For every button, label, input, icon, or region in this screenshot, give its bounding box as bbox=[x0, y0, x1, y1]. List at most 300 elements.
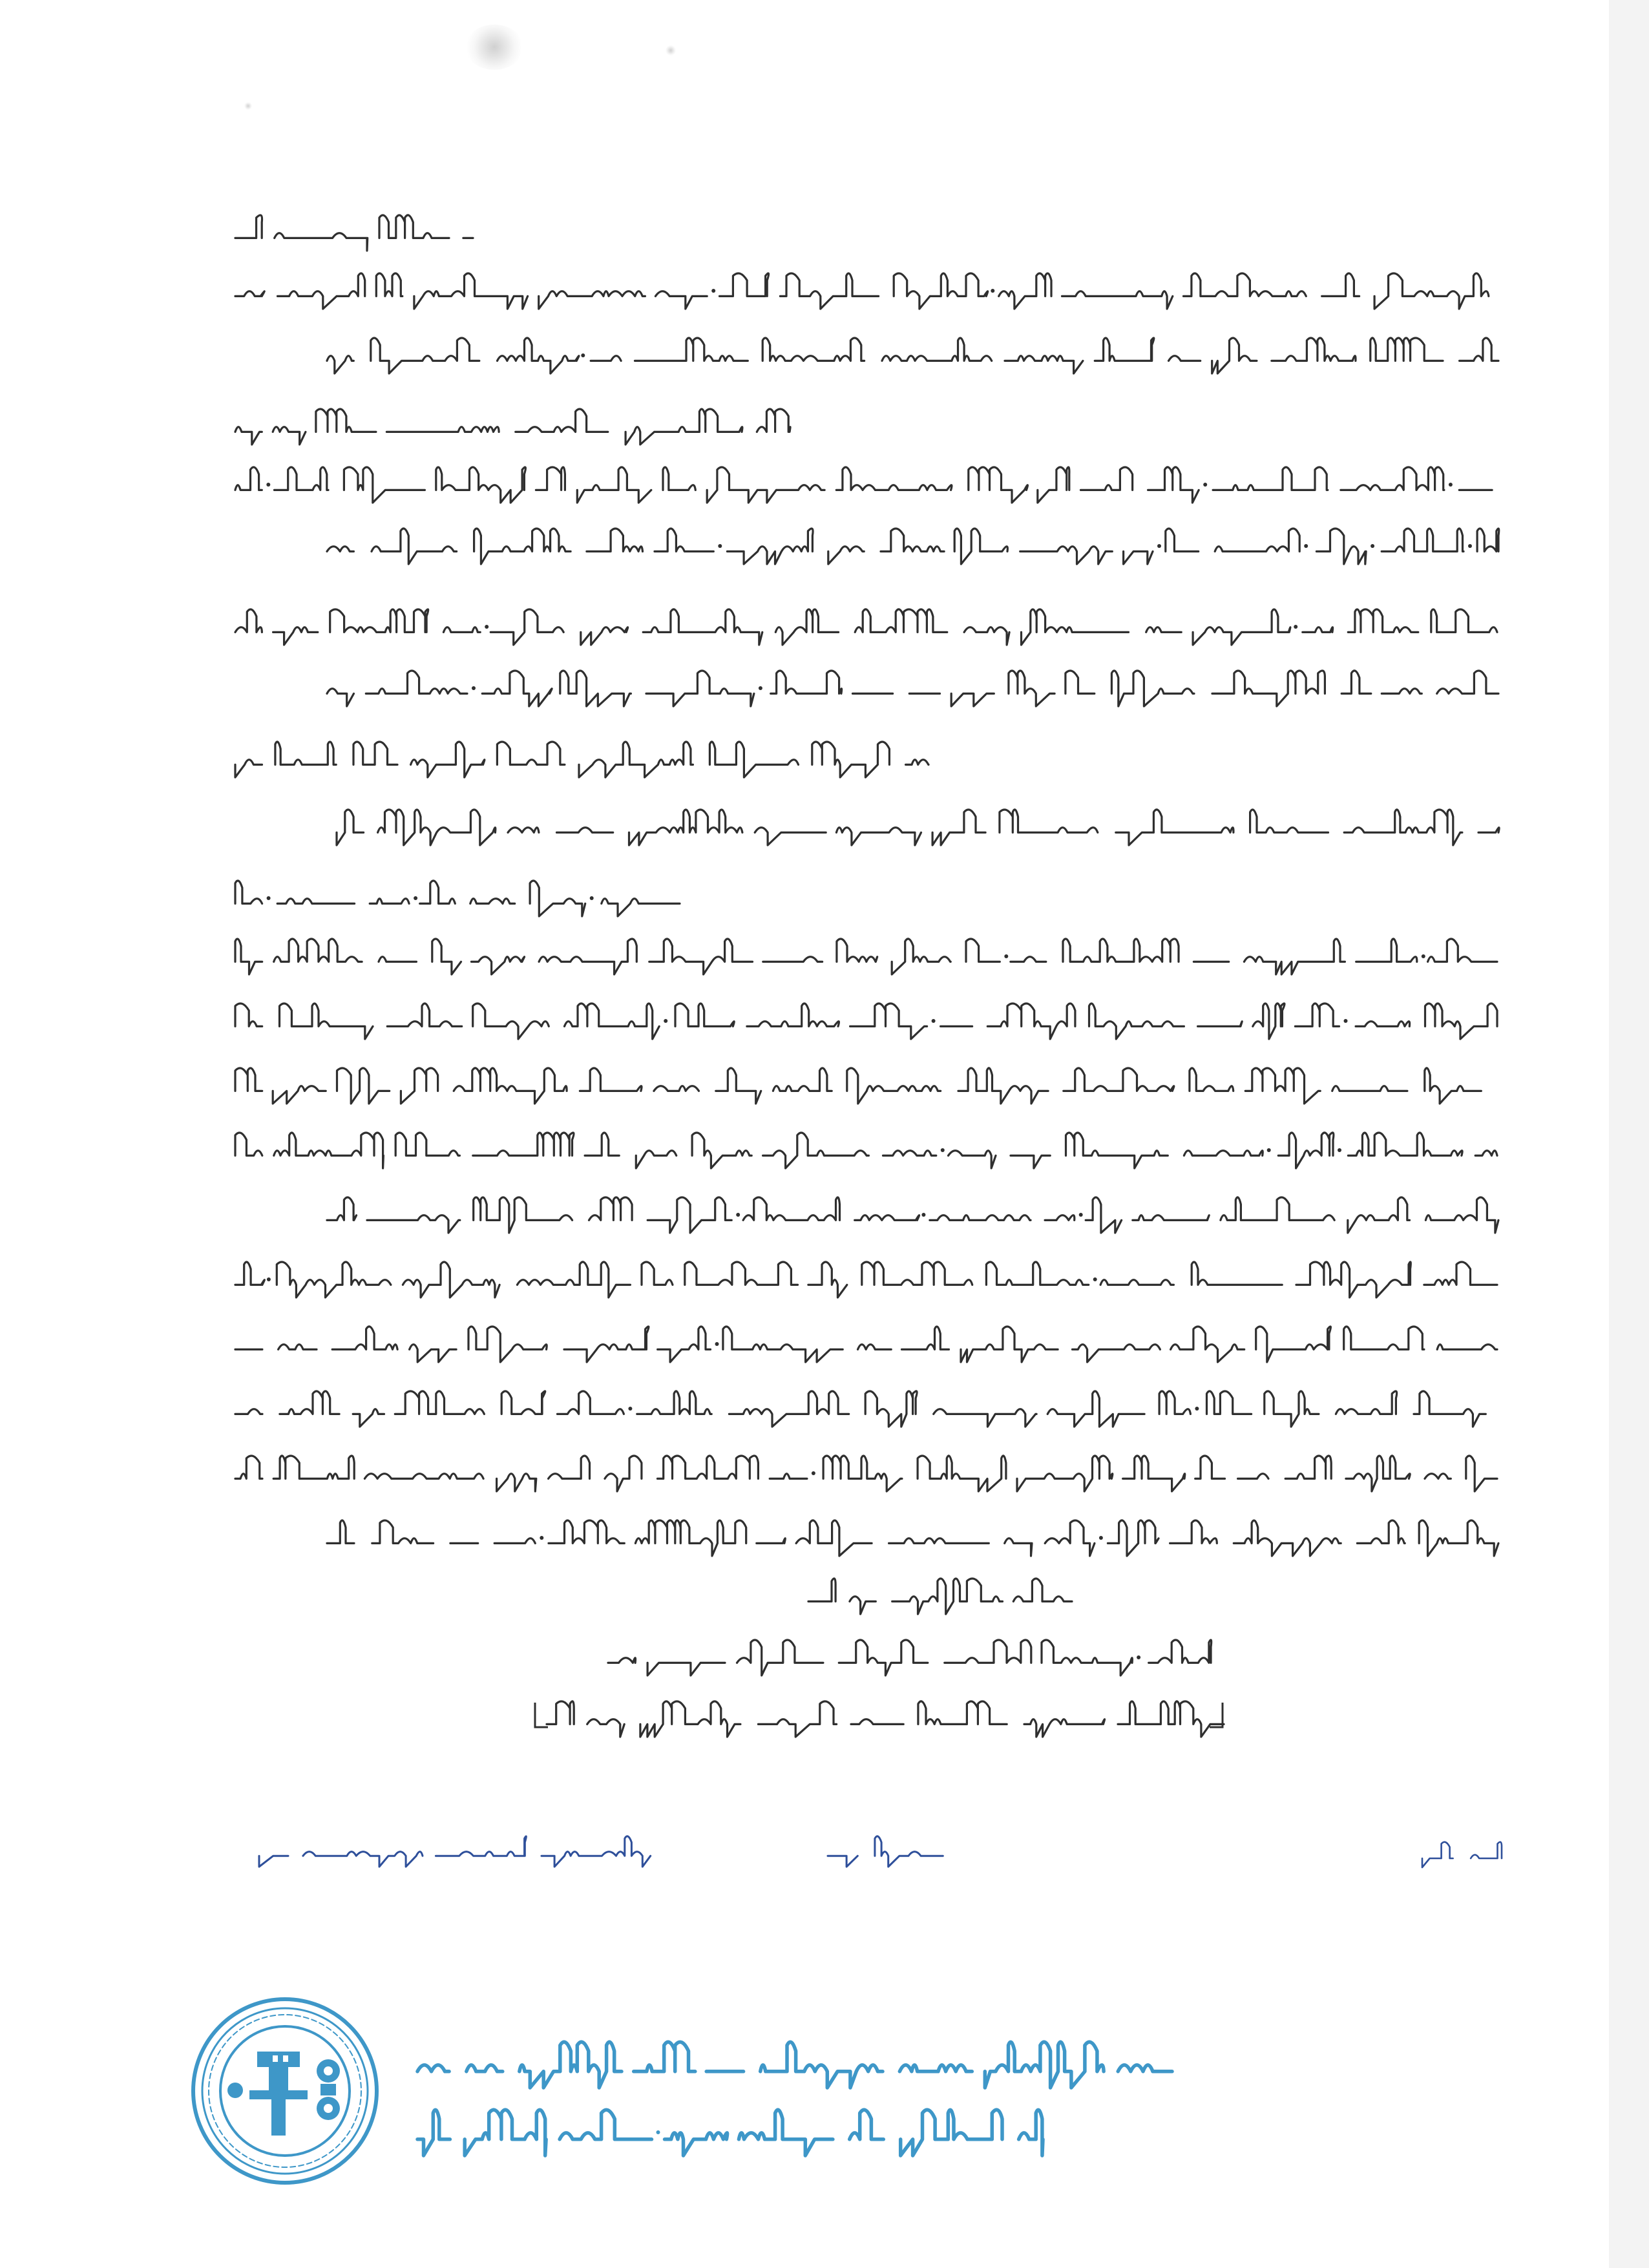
script-word bbox=[1244, 939, 1345, 974]
punctuation-mark bbox=[718, 544, 722, 548]
script-word bbox=[1013, 1579, 1072, 1601]
script-word bbox=[883, 1151, 936, 1156]
script-word bbox=[1316, 529, 1366, 564]
body-text-line bbox=[231, 934, 1501, 979]
script-word bbox=[1123, 1456, 1185, 1491]
script-word bbox=[906, 760, 929, 765]
script-word bbox=[580, 1068, 642, 1091]
punctuation-mark bbox=[1195, 1407, 1199, 1411]
script-word bbox=[235, 1068, 262, 1091]
script-word bbox=[1149, 1640, 1212, 1663]
script-word bbox=[720, 273, 769, 296]
script-word bbox=[1159, 1391, 1190, 1414]
script-word bbox=[1478, 828, 1499, 833]
scan-speck bbox=[666, 45, 676, 56]
script-word bbox=[865, 1391, 917, 1427]
script-word bbox=[1265, 1391, 1319, 1427]
script-word bbox=[1108, 1520, 1159, 1556]
script-word bbox=[850, 1003, 927, 1039]
script-word bbox=[985, 2042, 1104, 2088]
script-word bbox=[855, 1215, 919, 1221]
punctuation-mark bbox=[581, 353, 585, 357]
script-word bbox=[332, 1327, 397, 1349]
script-word bbox=[1437, 671, 1498, 693]
script-word bbox=[1295, 1003, 1339, 1026]
script-word bbox=[828, 1856, 857, 1867]
script-word bbox=[930, 1215, 1031, 1221]
script-word bbox=[557, 828, 613, 833]
script-word bbox=[303, 1852, 423, 1867]
script-word bbox=[235, 609, 262, 632]
punctuation-mark bbox=[941, 1148, 945, 1152]
script-word bbox=[474, 1197, 572, 1233]
script-word bbox=[443, 627, 480, 633]
script-word bbox=[1066, 671, 1095, 693]
script-word bbox=[881, 529, 944, 551]
script-word bbox=[1332, 1086, 1407, 1091]
script-word bbox=[812, 742, 890, 777]
punctuation-mark bbox=[656, 2130, 660, 2134]
punctuation-mark bbox=[1004, 954, 1008, 958]
script-word bbox=[1348, 1133, 1462, 1155]
script-word bbox=[771, 671, 842, 693]
script-word bbox=[539, 291, 646, 309]
script-word bbox=[353, 742, 397, 764]
script-word bbox=[1020, 547, 1113, 564]
script-word bbox=[432, 939, 461, 974]
script-word bbox=[454, 1068, 567, 1104]
punctuation-mark bbox=[715, 1342, 719, 1346]
script-word bbox=[1116, 810, 1234, 845]
script-word bbox=[1022, 609, 1129, 645]
script-word bbox=[549, 1520, 624, 1543]
body-text-line bbox=[231, 1063, 1501, 1108]
script-word bbox=[643, 609, 762, 645]
script-word bbox=[379, 957, 416, 962]
script-word bbox=[1212, 671, 1325, 706]
body-text-line bbox=[323, 523, 1502, 569]
reference-brackets bbox=[530, 1696, 1228, 1735]
script-word bbox=[761, 2042, 883, 2088]
script-word bbox=[1047, 1391, 1144, 1427]
script-word bbox=[808, 1579, 835, 1601]
script-word bbox=[1348, 1197, 1410, 1233]
script-word bbox=[675, 1003, 734, 1026]
script-word bbox=[1192, 1262, 1282, 1285]
script-word bbox=[277, 899, 354, 904]
script-word bbox=[273, 427, 306, 445]
script-word bbox=[1414, 1391, 1486, 1427]
script-word bbox=[958, 1068, 1048, 1104]
script-word bbox=[379, 215, 449, 238]
script-word bbox=[327, 356, 353, 373]
script-word bbox=[1005, 356, 1083, 373]
script-word bbox=[1073, 1345, 1161, 1362]
script-word bbox=[1193, 609, 1290, 645]
script-word bbox=[473, 1133, 574, 1155]
script-word bbox=[635, 338, 748, 361]
scan-smudge bbox=[465, 25, 523, 70]
punctuation-mark bbox=[991, 289, 994, 293]
script-word bbox=[875, 1836, 943, 1867]
script-word bbox=[417, 2110, 450, 2156]
script-word bbox=[517, 1262, 630, 1297]
script-word bbox=[709, 742, 798, 777]
script-word bbox=[417, 2065, 449, 2072]
script-word bbox=[716, 1068, 761, 1104]
script-word bbox=[1038, 467, 1069, 503]
script-word bbox=[371, 338, 479, 373]
script-word bbox=[625, 409, 742, 445]
punctuation-mark bbox=[266, 483, 270, 487]
punctuation-mark bbox=[1449, 483, 1453, 487]
script-word bbox=[1063, 939, 1179, 961]
script-word bbox=[1250, 810, 1329, 832]
footer-place bbox=[1418, 1838, 1506, 1871]
script-word bbox=[367, 1215, 460, 1233]
script-word bbox=[1322, 273, 1360, 296]
script-word bbox=[755, 828, 826, 845]
script-word bbox=[729, 1391, 848, 1427]
script-word bbox=[387, 1003, 461, 1026]
punctuation-mark bbox=[1267, 1148, 1271, 1152]
punctuation-mark bbox=[590, 896, 594, 900]
script-word bbox=[862, 1262, 972, 1285]
script-word bbox=[470, 899, 515, 904]
script-word bbox=[473, 1003, 549, 1039]
script-word bbox=[647, 1197, 731, 1233]
script-word bbox=[327, 547, 353, 552]
punctuation-mark bbox=[1468, 544, 1472, 548]
script-word bbox=[1278, 1133, 1334, 1168]
script-word bbox=[1419, 1520, 1498, 1556]
body-text-line bbox=[323, 1192, 1502, 1237]
script-word bbox=[235, 881, 262, 903]
script-word bbox=[1045, 1520, 1095, 1556]
script-word bbox=[1460, 338, 1498, 361]
script-word bbox=[892, 1579, 1003, 1614]
script-word bbox=[882, 338, 992, 361]
script-word bbox=[280, 1003, 373, 1039]
script-word bbox=[1171, 1327, 1245, 1362]
script-word bbox=[757, 409, 790, 432]
script-word bbox=[796, 1520, 872, 1556]
script-word bbox=[1422, 1842, 1453, 1867]
footer-number bbox=[824, 1832, 953, 1871]
script-word bbox=[1146, 627, 1182, 633]
script-word bbox=[1089, 1003, 1184, 1039]
script-word bbox=[560, 2110, 651, 2139]
script-word bbox=[850, 2110, 884, 2139]
script-word bbox=[1017, 1456, 1113, 1491]
script-word bbox=[1148, 467, 1199, 503]
script-word bbox=[1011, 957, 1046, 962]
script-word bbox=[530, 881, 585, 916]
punctuation-mark bbox=[472, 686, 476, 690]
script-word bbox=[775, 609, 838, 645]
script-word bbox=[747, 1003, 839, 1026]
script-word bbox=[1424, 1262, 1497, 1285]
script-word bbox=[235, 215, 262, 238]
punctuation-mark bbox=[1294, 625, 1297, 629]
script-word bbox=[508, 828, 539, 833]
script-word bbox=[1296, 1262, 1411, 1297]
body-text-line bbox=[231, 604, 1501, 649]
body-text-line bbox=[323, 333, 1502, 378]
letterhead-line-1 bbox=[414, 2035, 1176, 2094]
script-word bbox=[235, 760, 262, 777]
punctuation-mark bbox=[1079, 1213, 1083, 1217]
body-text-line bbox=[231, 210, 477, 255]
script-word bbox=[657, 1456, 758, 1478]
script-word bbox=[828, 547, 864, 564]
script-word bbox=[497, 1474, 536, 1491]
body-text-line bbox=[333, 804, 1502, 850]
script-word bbox=[1256, 1327, 1331, 1362]
body-text-line bbox=[231, 1386, 1501, 1431]
body-text-line bbox=[604, 1635, 1215, 1680]
script-word bbox=[541, 1836, 651, 1867]
script-word bbox=[836, 828, 921, 845]
body-text-line bbox=[231, 876, 684, 921]
script-word bbox=[474, 529, 571, 564]
script-word bbox=[539, 939, 636, 974]
script-word bbox=[337, 810, 364, 845]
script-word bbox=[395, 1133, 459, 1155]
punctuation-mark bbox=[711, 289, 715, 293]
script-word bbox=[498, 338, 579, 373]
script-word bbox=[577, 467, 651, 503]
punctuation-mark bbox=[1304, 544, 1308, 548]
script-word bbox=[737, 1640, 823, 1675]
body-text-line bbox=[323, 1515, 1502, 1560]
body-text-line bbox=[231, 1321, 1501, 1367]
script-word bbox=[1245, 1068, 1320, 1104]
script-word bbox=[1212, 338, 1257, 373]
script-word bbox=[1477, 529, 1499, 551]
punctuation-mark bbox=[267, 896, 271, 900]
script-word bbox=[655, 291, 707, 309]
script-word bbox=[894, 273, 987, 309]
script-word bbox=[589, 1197, 633, 1220]
script-word bbox=[1009, 671, 1055, 706]
script-word bbox=[1198, 1022, 1243, 1027]
script-word bbox=[1166, 529, 1199, 551]
script-word bbox=[855, 609, 947, 632]
script-word bbox=[436, 467, 526, 503]
punctuation-mark bbox=[1093, 1277, 1097, 1281]
script-word bbox=[235, 1133, 262, 1155]
script-word bbox=[1118, 2065, 1172, 2072]
footer-date bbox=[255, 1832, 656, 1871]
punctuation-mark bbox=[1157, 544, 1161, 548]
script-word bbox=[372, 1520, 434, 1543]
script-word bbox=[378, 810, 496, 845]
script-word bbox=[467, 2065, 503, 2072]
script-word bbox=[1431, 609, 1497, 632]
script-word bbox=[602, 899, 680, 916]
script-word bbox=[1111, 671, 1194, 706]
script-word bbox=[934, 1409, 1036, 1427]
script-word bbox=[344, 467, 425, 503]
script-word bbox=[1253, 1003, 1285, 1039]
punctuation-mark bbox=[812, 1471, 815, 1475]
script-word bbox=[1169, 356, 1201, 361]
script-word bbox=[1005, 1538, 1032, 1556]
script-word bbox=[836, 467, 952, 490]
script-word bbox=[966, 939, 1000, 961]
script-word bbox=[1019, 2110, 1043, 2156]
script-word bbox=[278, 1345, 317, 1350]
script-word bbox=[1341, 467, 1444, 490]
body-text-line bbox=[231, 268, 1501, 313]
script-word bbox=[337, 1068, 390, 1104]
script-word bbox=[949, 1151, 996, 1168]
script-word bbox=[642, 1262, 673, 1285]
script-word bbox=[762, 338, 864, 361]
script-word bbox=[280, 1391, 339, 1414]
script-word bbox=[494, 1538, 535, 1544]
script-word bbox=[536, 467, 565, 490]
script-word bbox=[780, 273, 878, 309]
script-word bbox=[235, 1262, 264, 1285]
script-word bbox=[1011, 1155, 1050, 1168]
script-word bbox=[685, 1262, 798, 1285]
script-word bbox=[316, 409, 376, 432]
punctuation-mark bbox=[664, 1019, 667, 1023]
script-word bbox=[235, 1409, 262, 1414]
script-word bbox=[1425, 1474, 1451, 1479]
script-word bbox=[403, 1262, 499, 1297]
script-word bbox=[773, 1068, 832, 1091]
script-word bbox=[1356, 939, 1417, 961]
script-word bbox=[932, 810, 985, 845]
script-word bbox=[235, 939, 262, 974]
script-word bbox=[743, 1197, 839, 1220]
script-word bbox=[1272, 338, 1356, 361]
script-word bbox=[497, 742, 565, 764]
script-word bbox=[637, 1391, 711, 1414]
punctuation-mark bbox=[1344, 1019, 1348, 1023]
script-word bbox=[273, 627, 318, 645]
page-edge bbox=[1609, 0, 1649, 2268]
script-word bbox=[655, 529, 713, 551]
punctuation-mark bbox=[1137, 1655, 1140, 1659]
script-word bbox=[839, 1640, 928, 1675]
script-word bbox=[658, 1327, 711, 1362]
script-word bbox=[1045, 1215, 1075, 1221]
punctuation-mark bbox=[932, 1019, 936, 1023]
script-word bbox=[1064, 1068, 1174, 1091]
script-word bbox=[663, 467, 695, 490]
script-word bbox=[961, 1327, 1058, 1362]
script-word bbox=[605, 1456, 642, 1491]
script-word bbox=[410, 1345, 457, 1362]
script-word bbox=[420, 881, 456, 903]
script-word bbox=[692, 1133, 751, 1168]
script-word bbox=[629, 810, 742, 845]
body-text-line bbox=[323, 666, 1502, 711]
script-word bbox=[987, 1003, 1075, 1039]
punctuation-mark bbox=[485, 625, 488, 629]
script-word bbox=[278, 273, 365, 309]
script-word bbox=[1081, 467, 1133, 490]
script-word bbox=[401, 1068, 437, 1104]
script-word bbox=[1133, 1215, 1209, 1221]
script-word bbox=[414, 273, 528, 309]
script-word bbox=[1425, 1068, 1482, 1104]
script-word bbox=[327, 1197, 357, 1220]
script-word bbox=[468, 1327, 547, 1362]
script-word bbox=[1356, 1022, 1409, 1027]
script-word bbox=[1195, 1456, 1225, 1478]
script-word bbox=[1042, 1640, 1132, 1675]
punctuation-mark bbox=[267, 1277, 271, 1281]
script-word bbox=[366, 671, 467, 693]
script-word bbox=[520, 2042, 622, 2088]
script-word bbox=[954, 529, 1007, 564]
emblem-seal bbox=[187, 1993, 383, 2189]
script-word bbox=[327, 1520, 354, 1543]
script-word bbox=[372, 529, 457, 564]
script-word bbox=[964, 627, 1009, 645]
punctuation-mark bbox=[1371, 544, 1374, 548]
script-word bbox=[1124, 551, 1153, 564]
punctuation-mark bbox=[1338, 1148, 1341, 1152]
script-word bbox=[1170, 1520, 1217, 1543]
body-text-line bbox=[231, 1451, 1501, 1496]
script-word bbox=[274, 1133, 384, 1168]
script-word bbox=[516, 409, 608, 432]
script-word bbox=[585, 1133, 619, 1155]
script-word bbox=[353, 1409, 384, 1427]
script-word bbox=[847, 1068, 941, 1104]
script-word bbox=[1381, 689, 1422, 694]
script-word bbox=[579, 742, 693, 777]
body-text-line bbox=[231, 998, 1501, 1044]
body-text-line bbox=[231, 1128, 1501, 1173]
script-word bbox=[1238, 1474, 1268, 1479]
body-text-line bbox=[231, 462, 1501, 507]
script-word bbox=[235, 291, 264, 297]
script-word bbox=[275, 233, 368, 251]
script-word bbox=[560, 671, 631, 706]
script-word bbox=[1336, 1391, 1396, 1414]
script-word bbox=[757, 1538, 785, 1544]
script-word bbox=[1234, 1520, 1341, 1556]
script-word bbox=[235, 1456, 262, 1478]
script-word bbox=[395, 1391, 484, 1414]
script-word bbox=[436, 1836, 526, 1856]
body-text-line bbox=[231, 737, 932, 782]
script-word bbox=[770, 1474, 807, 1479]
body-text-line bbox=[231, 404, 793, 449]
script-word bbox=[763, 957, 823, 962]
punctuation-mark bbox=[628, 1407, 632, 1411]
script-word bbox=[1475, 1151, 1497, 1156]
script-word bbox=[999, 273, 1051, 309]
script-word bbox=[608, 1658, 636, 1663]
script-word bbox=[591, 356, 621, 361]
script-word bbox=[1428, 939, 1497, 961]
script-word bbox=[892, 939, 951, 974]
script-word bbox=[558, 1391, 624, 1414]
script-word bbox=[376, 273, 403, 296]
script-word bbox=[918, 1456, 1006, 1491]
script-word bbox=[1184, 273, 1307, 296]
script-word bbox=[386, 427, 499, 432]
punctuation-mark bbox=[1203, 483, 1207, 487]
